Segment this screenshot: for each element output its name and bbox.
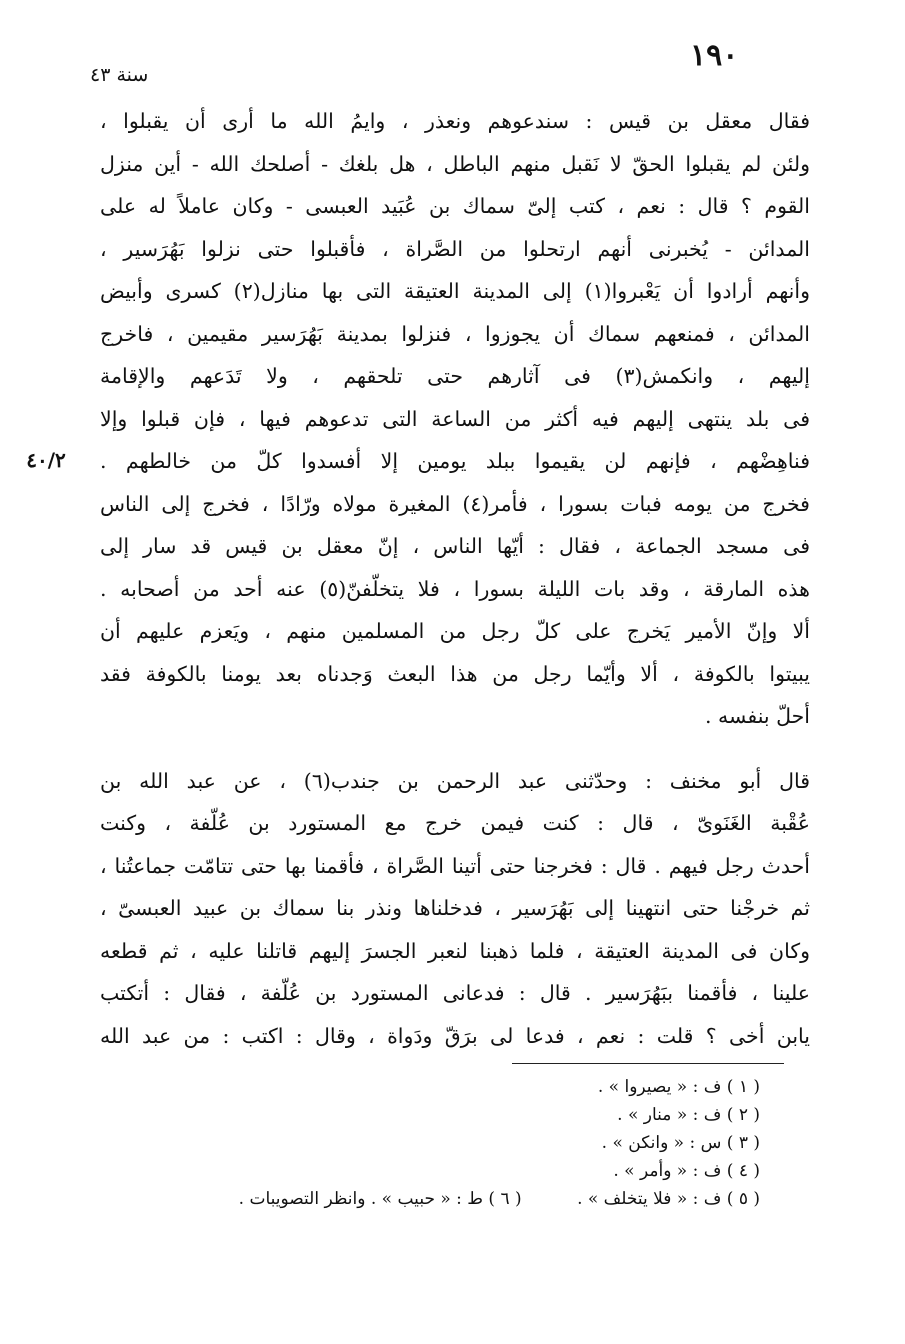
footnote: [100, 1185, 760, 1213]
footnote-divider: [512, 1063, 784, 1064]
text-line: القوم ؟ قال : نعم ، كتب إلىّ سماك بن عُبَيد العبسى - وكان عاملاً له على: [100, 194, 810, 218]
text-line: المدائن - يُخبرنى أنهم ارتحلوا من الصَّراة ، فأقبلوا حتى نزلوا بَهُرَسير ،: [100, 236, 810, 261]
footnote-6: ( ٦ ) ط : « حبيب » . وانظر التصويبات .: [238, 1189, 522, 1209]
text-line: ألا وإنّ الأمير يَخرج على كلّ رجل من المسلمين منهم ، ويَعزم عليهم أن: [100, 619, 810, 643]
text-line: علينا ، فأقمنا ببَهُرَسير . قال : فدعانى المستورد بن عُلّفة ، فقال : أتكتب: [100, 981, 810, 1005]
footnote: ( ٤ ) ف : « وأمر » .: [613, 1161, 760, 1181]
text-line: إليهم ، وانكمش(٣) فى آثارهم حتى تلحقهم ، ولا تَدَعهم والإقامة: [100, 364, 810, 388]
text-line: ولئن لم يقبلوا الحقّ لا نَقبل منهم الباطل ، هل بلغك - أصلحك الله - أين منزل: [100, 151, 810, 176]
text-line: أحلّ بنفسه .: [705, 704, 810, 728]
body-text: [100, 100, 810, 1057]
text-line: فناهِضْهم ، فإنهم لن يقيموا ببلد يومين إلا أفسدوا كلّ من خالطهم .: [100, 449, 810, 473]
paragraph-1: [100, 100, 810, 738]
year-label: سنة ٤٣: [90, 64, 149, 86]
text-line: قال أبو مخنف : وحدّثنى عبد الرحمن بن جندب(٦) ، عن عبد الله بن: [100, 768, 810, 793]
footnote-5: ( ٥ ) ف : « فلا يتخلف » .: [577, 1189, 760, 1209]
text-line: أحدث رجل فيهم . قال : فخرجنا حتى أتينا الصَّراة ، فأقمنا بها حتى تتامّت جماعتُنا ،: [100, 853, 810, 878]
text-line: ثم خرجْنا حتى انتهينا إلى بَهُرَسير ، فدخلناها ونذر بنا سماك بن عبيد العبسىّ ،: [100, 896, 810, 920]
paragraph-2: [100, 760, 810, 1058]
text-line: فقال معقل بن قيس : سندعوهم ونعذر ، وايمُ الله ما أرى أن يقبلوا ،: [100, 109, 810, 133]
footnote: ( ٢ ) ف : « منار » .: [617, 1105, 760, 1125]
text-line: عُقْبة الغَنَوىّ ، قال : كنت فيمن خرج مع المستورد بن عُلّفة ، وكنت: [100, 811, 810, 835]
text-line: يابن أخى ؟ قلت : نعم ، فدعا لى برَقّ ودَواة ، وقال : اكتب : من عبد الله: [100, 1023, 810, 1048]
page-number: ١٩٠: [690, 38, 739, 73]
text-line: فخرج من يومه فبات بسورا ، فأمر(٤) المغيرة مولاه ورّادًا ، فخرج إلى الناس: [100, 491, 810, 516]
text-line: المدائن ، فمنعهم سماك أن يجوزوا ، فنزلوا بمدينة بَهُرَسير مقيمين ، فاخرج: [100, 321, 810, 346]
footnote: ( ١ ) ف : « يصيروا » .: [597, 1077, 760, 1097]
footnote: ( ٣ ) س : « وانكن » .: [601, 1133, 760, 1153]
text-line: فى مسجد الجماعة ، فقال : أيّها الناس ، إنّ معقل بن قيس قد سار إلى: [100, 534, 810, 558]
text-line: وكان فى المدينة العتيقة ، فلما ذهبنا لنعبر الجسرَ إليهم قاتلنا عليه ، ثم قطعه: [100, 938, 810, 963]
text-line: هذه المارقة ، وقد بات الليلة بسورا ، فلا يتخلّفنّ(٥) عنه أحد من أصحابه .: [100, 576, 810, 601]
marginal-reference: ٤٠/٢: [26, 448, 66, 472]
text-line: فى بلد ينتهى إليهم فيه أكثر من الساعة التى تدعوهم فيها ، فإن قبلوا وإلا: [100, 406, 810, 431]
text-line: يبيتوا بالكوفة ، ألا وأيّما رجل من هذا البعث وَجدناه بعد يومنا بالكوفة فقد: [100, 661, 810, 686]
footnotes: [100, 1073, 760, 1213]
text-line: وأنهم أرادوا أن يَعْبروا(١) إلى المدينة العتيقة التى بها منازل(٢) كسرى وأبيض: [100, 279, 810, 303]
